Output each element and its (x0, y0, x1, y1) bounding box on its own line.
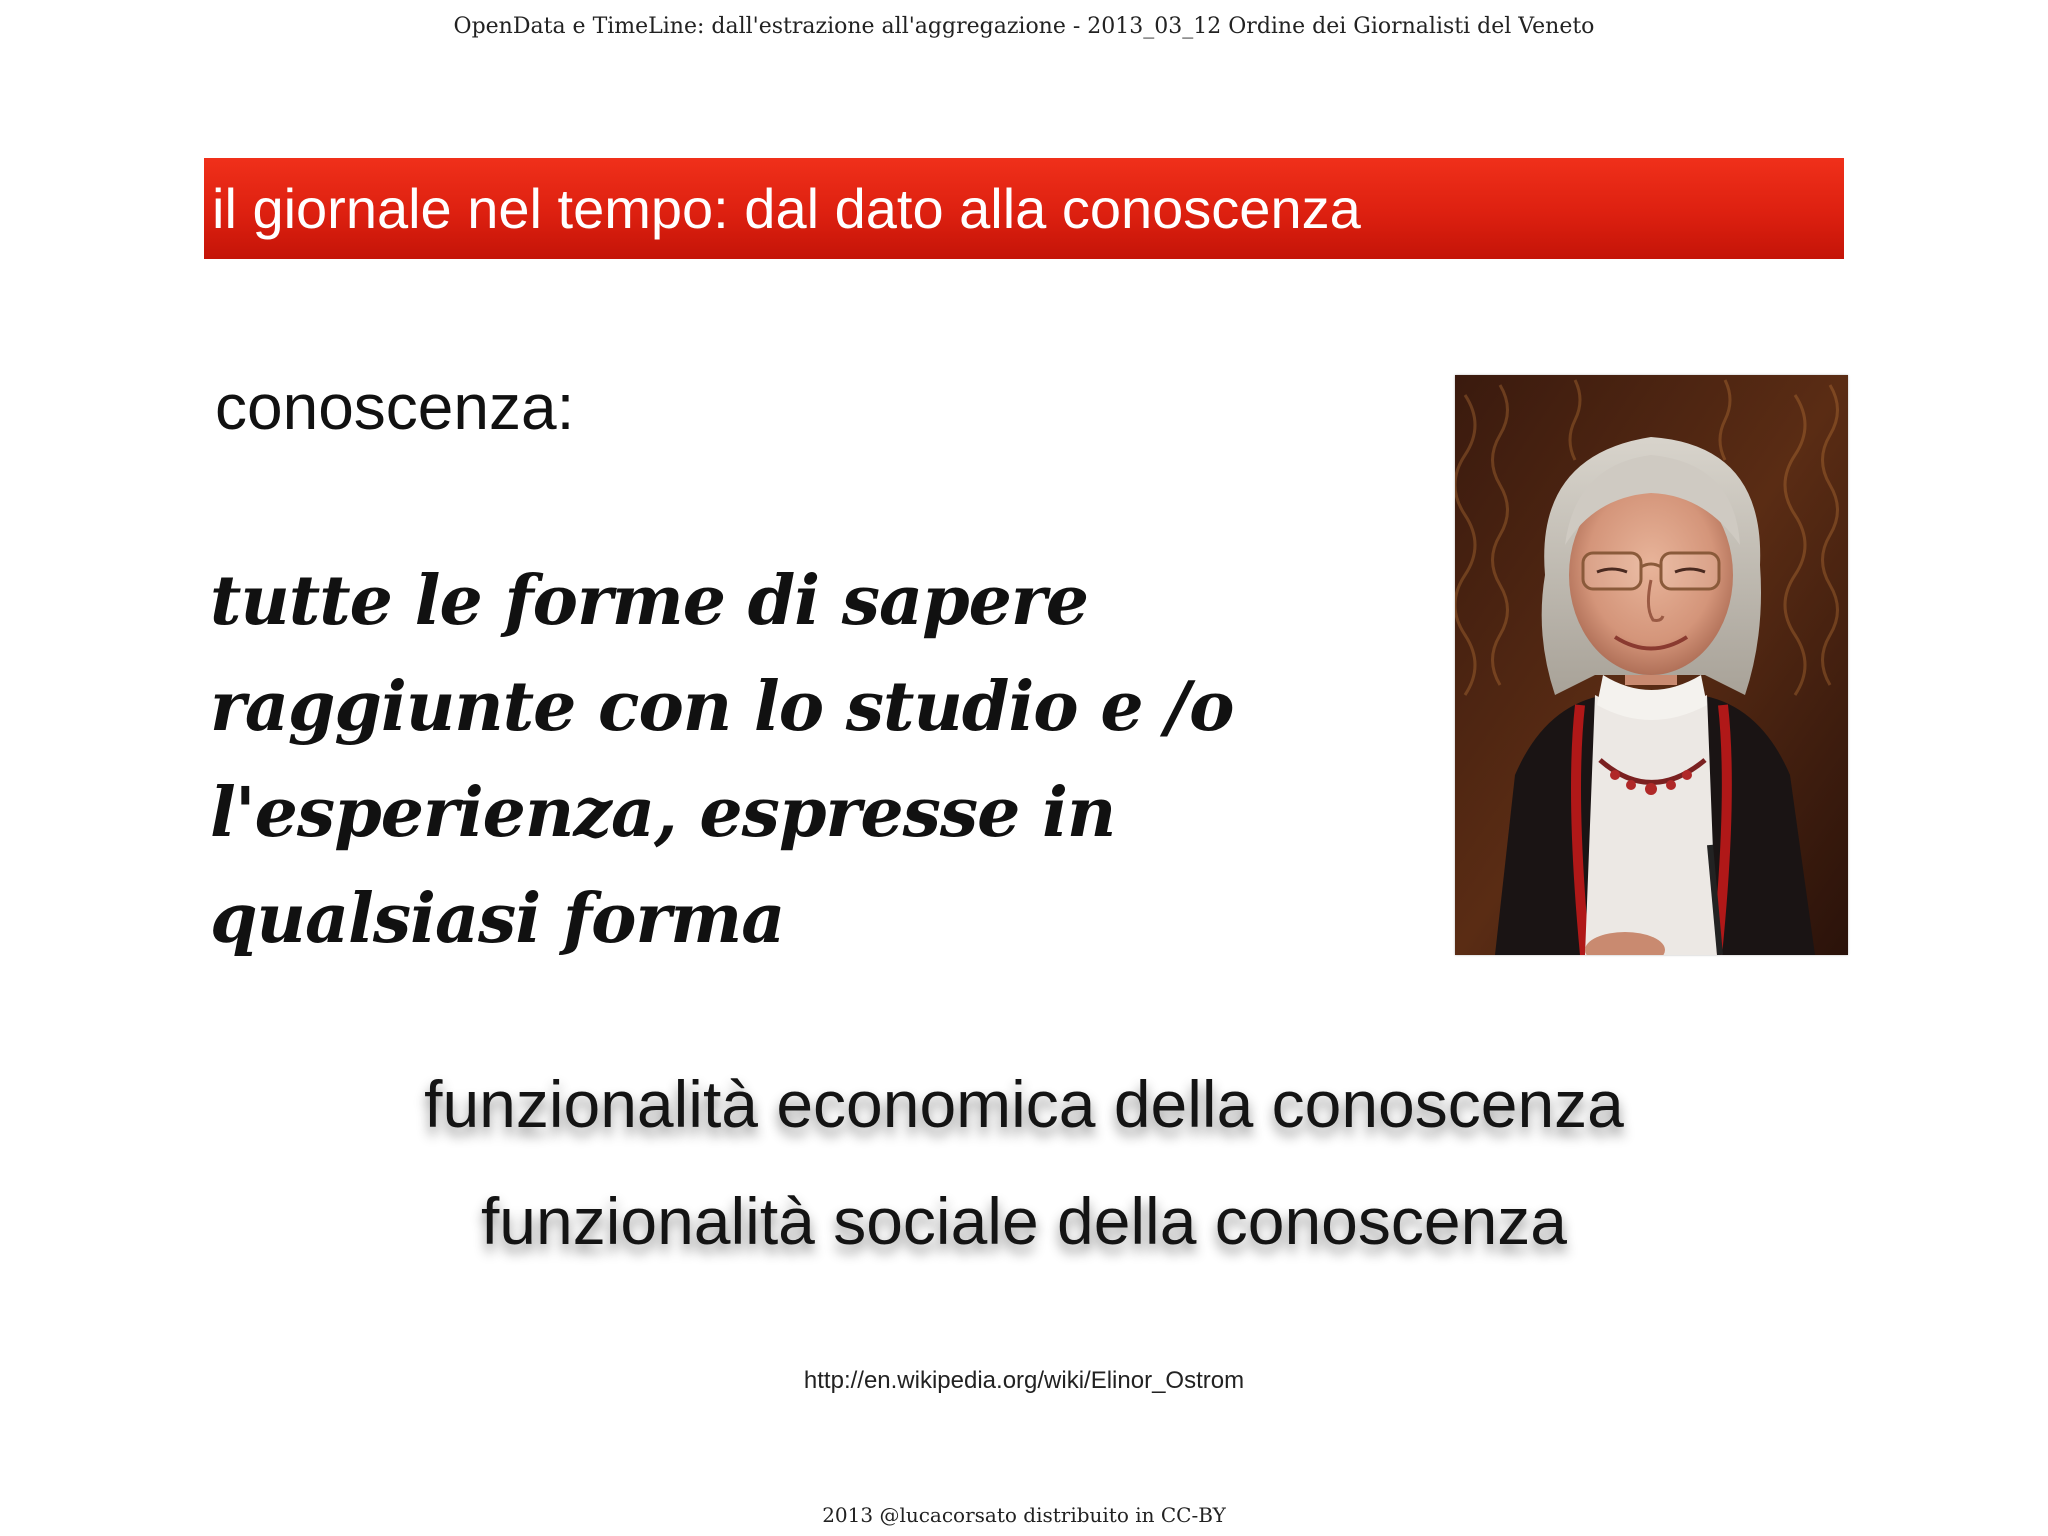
portrait-photo (1455, 375, 1848, 955)
slide-title: il giornale nel tempo: dal dato alla conoscenza (212, 177, 1361, 240)
social-function-text: funzionalità sociale della conoscenza (480, 1184, 1568, 1258)
definition-line: tutte le forme di sapere (210, 561, 1088, 641)
economic-function-text: funzionalità economica della conoscenza (424, 1067, 1624, 1141)
source-link[interactable]: http://en.wikipedia.org/wiki/Elinor_Ostrom (803, 1367, 1245, 1394)
definition-text (210, 548, 1234, 972)
definition-line: qualsiasi forma (210, 879, 785, 959)
title-bar (204, 158, 1844, 259)
presentation-header: OpenData e TimeLine: dall'estrazione all'aggregazione - 2013_03_12 Ordine dei Giornalisti del Veneto (453, 14, 1595, 39)
portrait-illustration (1455, 375, 1848, 955)
license-footer: 2013 @lucacorsato distribuito in CC-BY (822, 1503, 1226, 1527)
definition-line: l'esperienza, espresse in (210, 773, 1116, 853)
definition-line: raggiunte con lo studio e /o (210, 667, 1234, 747)
definition-term: conoscenza: (215, 371, 575, 443)
